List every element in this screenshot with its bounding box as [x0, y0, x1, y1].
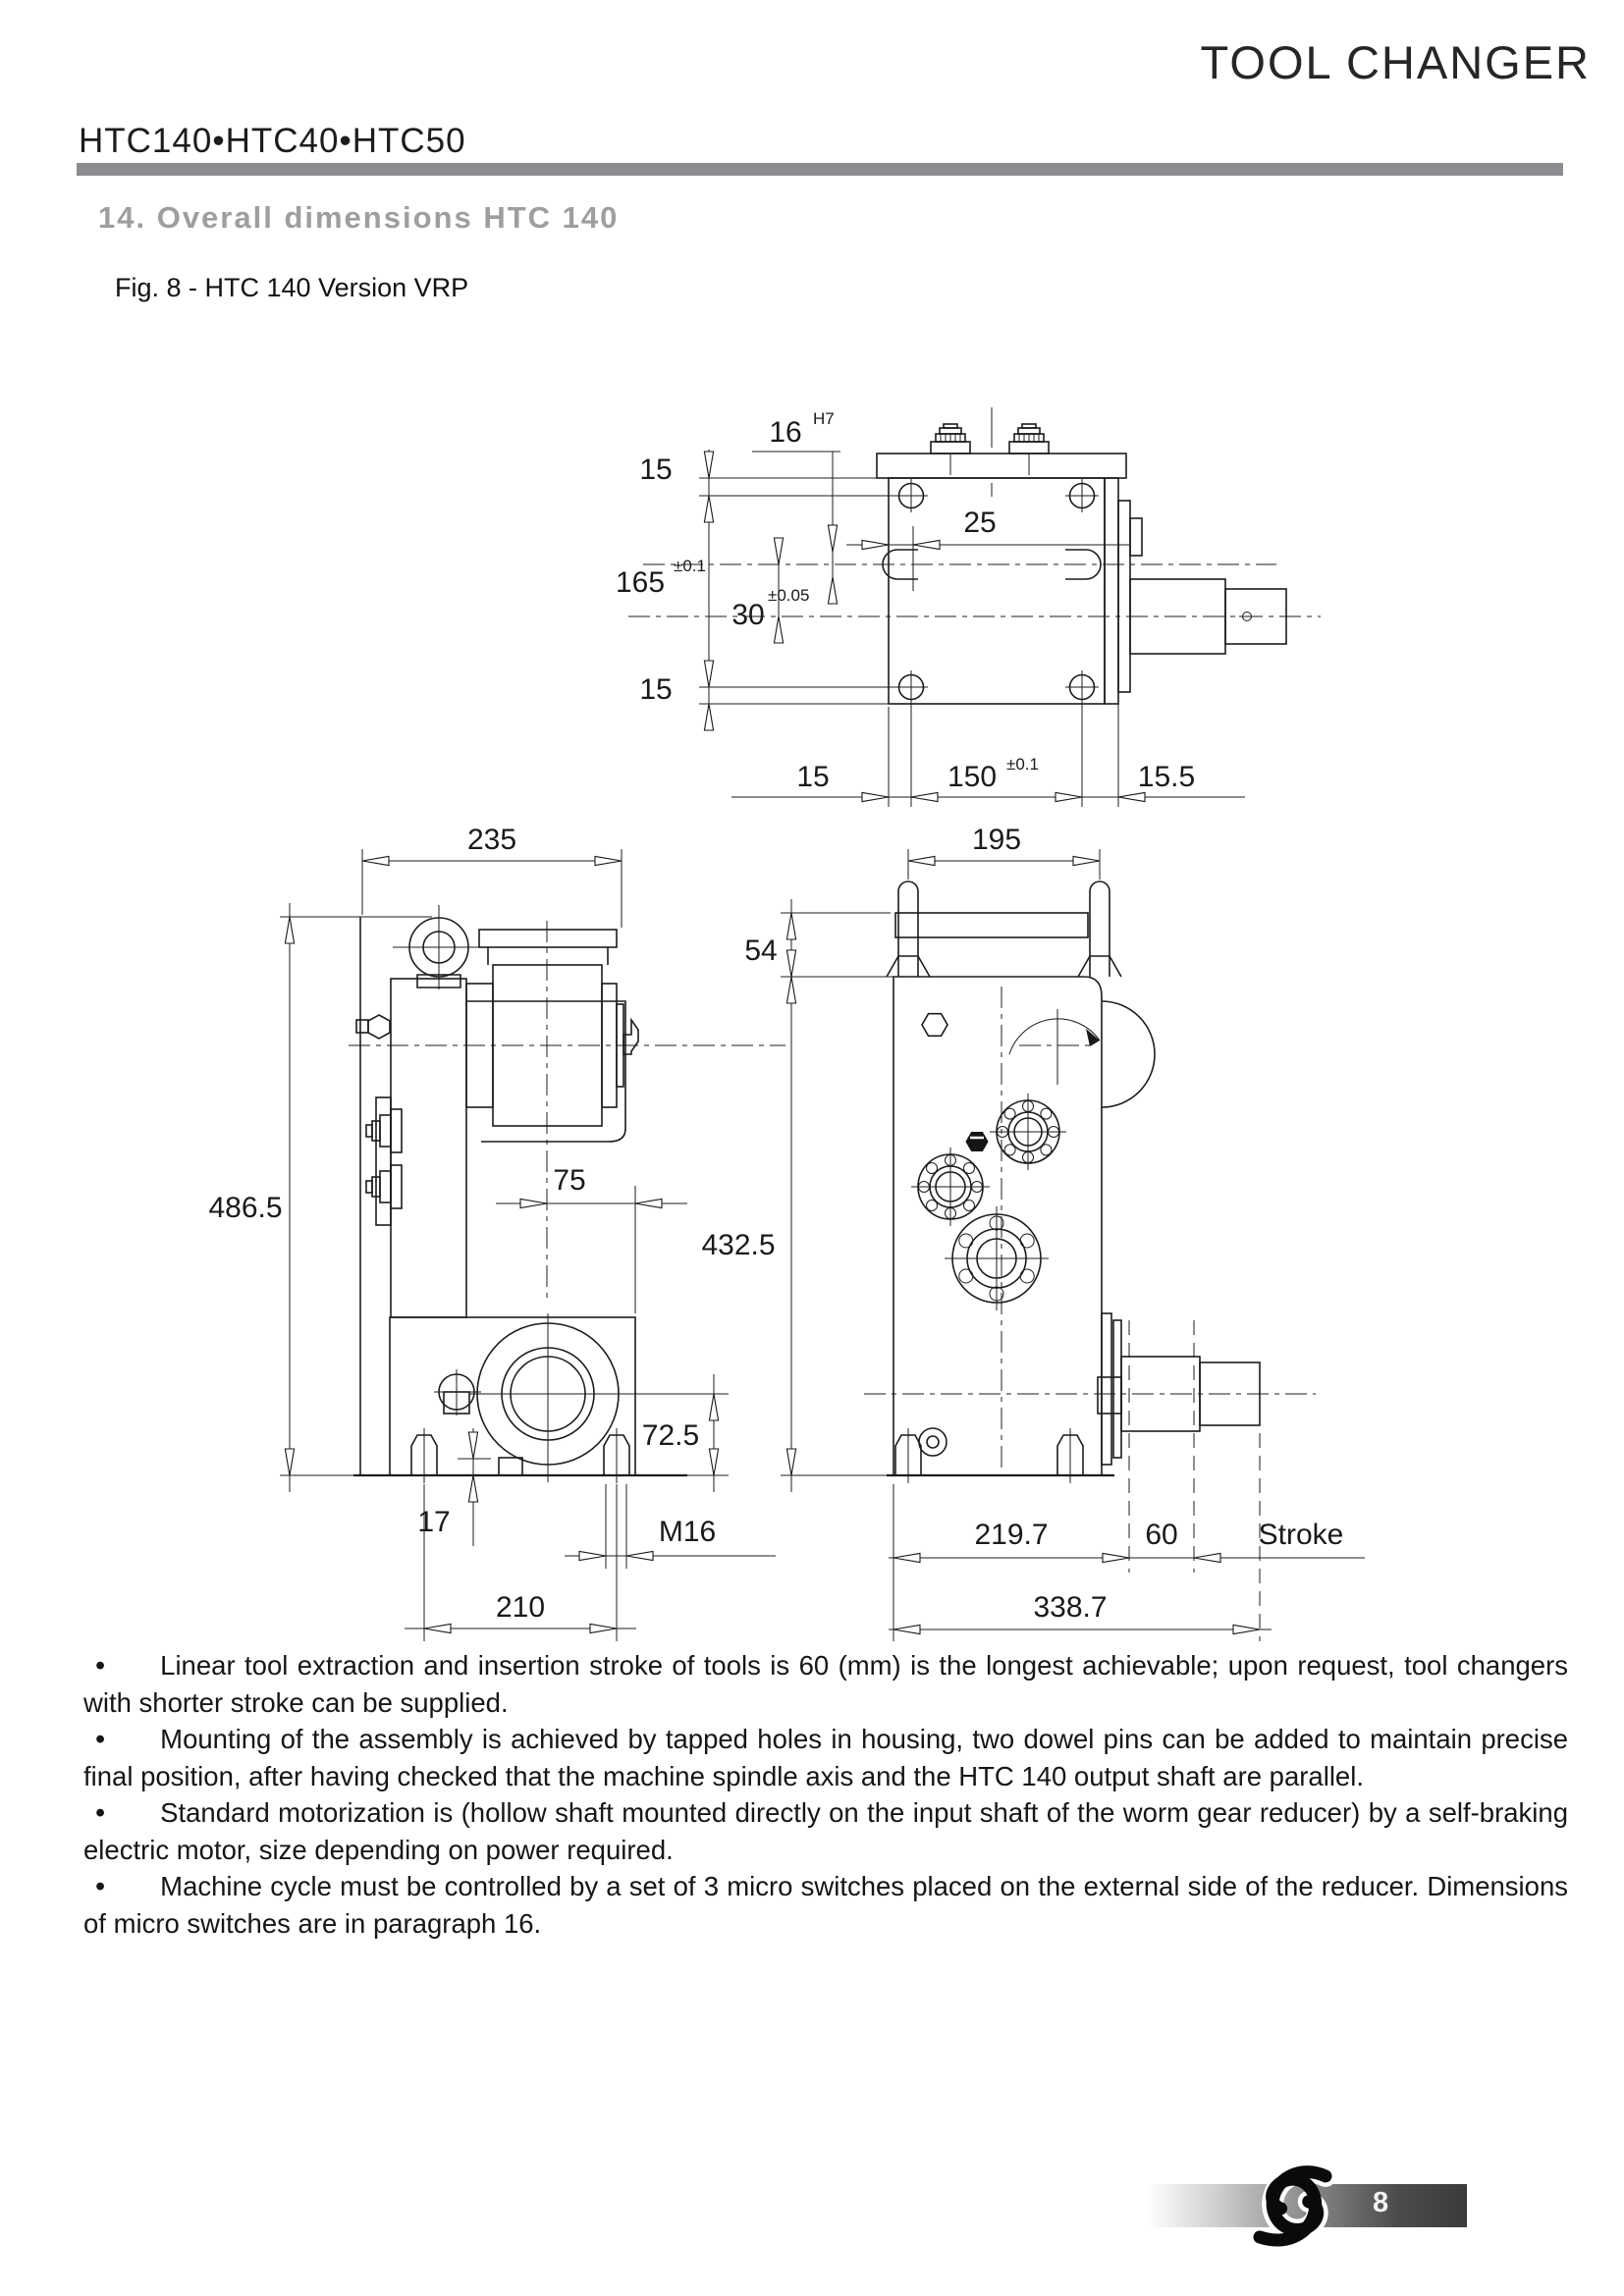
- dimension-label: 165: [615, 566, 666, 599]
- dimension-label: 17: [417, 1506, 451, 1538]
- bullet-marker: •: [95, 1724, 106, 1755]
- figure-caption: Fig. 8 - HTC 140 Version VRP: [115, 273, 469, 302]
- bullet-list: [83, 1647, 1568, 1942]
- dimension-label: 16: [769, 416, 802, 449]
- dimension-label: 15: [796, 761, 830, 793]
- dimension-tolerance: ±0.1: [1006, 755, 1039, 774]
- dimension-label: M16: [658, 1516, 717, 1548]
- page-number: 8: [1373, 2187, 1389, 2218]
- dimension-label: 15: [639, 454, 673, 486]
- dimension-label: 210: [495, 1591, 546, 1624]
- top-view: [616, 407, 1321, 807]
- dimension-label: 338.7: [1033, 1591, 1108, 1624]
- front-view: [208, 824, 785, 1641]
- dimension-label: Stroke: [1258, 1519, 1344, 1551]
- dimension-label: 486.5: [208, 1192, 283, 1224]
- list-item: [83, 1868, 1568, 1942]
- dimension-label: 195: [971, 824, 1022, 856]
- dimension-tolerance: H7: [813, 409, 835, 428]
- list-item: [83, 1794, 1568, 1868]
- dimension-label: 60: [1145, 1519, 1178, 1551]
- heading-rule: [77, 163, 1563, 176]
- bullet-text: Mounting of the assembly is achieved by tapped holes in housing, two dowel pins can be added to maintain precise final position, after having checked that the machine spindle axis and the HTC 140 output shaft are parallel.: [83, 1724, 1568, 1791]
- dimension-label: 15: [639, 673, 673, 706]
- bullet-marker: •: [95, 1871, 106, 1902]
- dimension-label: 54: [744, 934, 778, 967]
- dimension-label: 150: [947, 761, 998, 793]
- product-line-heading: HTC140•HTC40•HTC50: [79, 122, 466, 160]
- dimension-label: 75: [553, 1164, 586, 1197]
- dimension-label: 30: [731, 599, 765, 631]
- list-item: [83, 1647, 1568, 1721]
- dimension-label: 432.5: [701, 1229, 776, 1261]
- brand-logo-icon: [1221, 2158, 1359, 2252]
- bullet-text: Standard motorization is (hollow shaft mounted directly on the input shaft of the worm gear reducer) by a self-braking electric motor, size depending on power required.: [83, 1797, 1568, 1865]
- bullet-text: Machine cycle must be controlled by a set of 3 micro switches placed on the external side of the reducer. Dimensions of micro switches are in paragraph 16.: [83, 1871, 1568, 1939]
- dimension-label: 72.5: [641, 1419, 700, 1452]
- technical-drawing: [0, 353, 1624, 1649]
- dimension-tolerance: ±0.1: [674, 557, 706, 575]
- dimension-tolerance: ±0.05: [768, 586, 810, 605]
- side-view: [701, 824, 1365, 1641]
- dimension-label: 15.5: [1137, 761, 1196, 793]
- dimension-label: 219.7: [974, 1519, 1049, 1551]
- dimension-label: 25: [963, 507, 997, 539]
- list-item: [83, 1721, 1568, 1794]
- bullet-text: Linear tool extraction and insertion stroke of tools is 60 (mm) is the longest achievable; upon request, tool changers with shorter stroke can be supplied.: [83, 1650, 1568, 1718]
- bullet-marker: •: [95, 1650, 106, 1682]
- document-title: TOOL CHANGER: [1200, 36, 1591, 88]
- section-title: 14. Overall dimensions HTC 140: [98, 200, 620, 235]
- dimension-label: 235: [466, 824, 517, 856]
- drawing-canvas: [0, 353, 1624, 1649]
- bullet-marker: •: [95, 1797, 106, 1829]
